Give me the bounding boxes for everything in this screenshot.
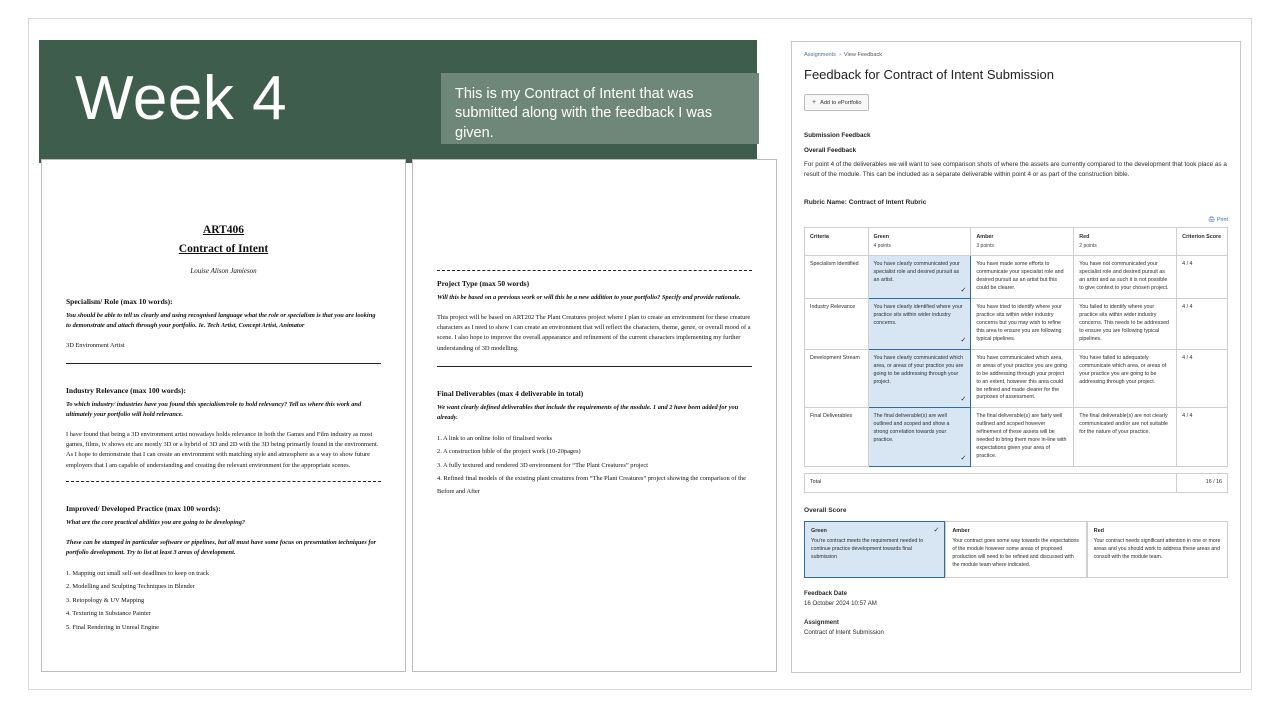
option-desc: You're contract meets the requirement needed to continue practice development towards final submission bbox=[811, 538, 924, 560]
total-label: Total bbox=[805, 474, 1177, 493]
add-to-eportfolio-button[interactable] bbox=[804, 94, 869, 111]
total-value: 16 / 16 bbox=[1177, 474, 1228, 493]
document-title-course: ART406 bbox=[202, 224, 245, 236]
header-red bbox=[1074, 227, 1177, 256]
section-guidance-industry: To which industry/ industries have you found this specialism/role to hold relevancy? Tell us where this work and ultimately your portfolio will hold relevance. bbox=[66, 401, 362, 419]
document-page-2 bbox=[412, 159, 777, 672]
assignment-value: Contract of Intent Submission bbox=[804, 629, 884, 637]
section-guidance-deliverables: We want clearly defined deliverables that include the requirements of the module. 1 and 2 have been added for you already. bbox=[437, 403, 739, 421]
section-heading-industry: Industry Relevance (max 100 words): bbox=[66, 386, 186, 396]
overall-feedback-label: Overall Feedback bbox=[804, 147, 857, 154]
add-to-eportfolio-label: Add to ePortfolio bbox=[820, 99, 862, 106]
rubric-cell-amber[interactable]: You have tried to identify where your practice sits within wider industry concerns but you may wish to refine this area to ensure you are following typical pipelines. bbox=[971, 299, 1074, 350]
printer-icon: 🖨 bbox=[1208, 216, 1215, 223]
overall-feedback-text: For point 4 of the deliverables we will want to see comparison shots of where the assets are currently compared to the development that took place as a result of the module. This can be included as a separate deliverable within point 4 or as part of the construction bible. bbox=[804, 161, 1227, 179]
divider bbox=[437, 366, 752, 367]
list-item: 5. Final Rendering in Unreal Engine bbox=[66, 623, 159, 631]
rubric-cell-amber[interactable]: You have communicated which area, or areas of your practice you are going to be addressing through your project to an extent, however this area could be refined and made clearer for the purposes of assessment. bbox=[971, 349, 1074, 408]
table-row bbox=[805, 408, 1228, 467]
section-guidance-practice-2: These can be stamped in particular software or pipelines, but all must have some focus on presentation techniques for portfolio development. Try to list at least 3 areas of development. bbox=[66, 538, 377, 556]
rubric-cell-amber[interactable]: The final deliverable(s) are fairly well outlined and scoped however refinement of these assets will be needed to bring them more in-line with expectations given your area of practice. bbox=[971, 408, 1074, 467]
table-row bbox=[805, 256, 1228, 299]
breadcrumb-link-assignments[interactable]: Assignments bbox=[804, 52, 837, 58]
rubric-cell-red[interactable]: The final deliverable(s) are not clearly communicated and/or are not suitable for the nature of your practice. bbox=[1074, 408, 1177, 467]
rubric-cell-green[interactable] bbox=[868, 408, 971, 467]
option-desc: Your contract goes some way towards the expectations of the module however some areas of proposed production will need to be refined and discussed with the module team where indicated. bbox=[952, 538, 1080, 568]
criteria-name: Final Deliverables bbox=[805, 408, 869, 467]
section-guidance-practice-1: What are the core practical abilities you are going to be developing? bbox=[66, 518, 246, 526]
page-title: Week 4 bbox=[75, 64, 288, 133]
criterion-score: 4 / 4 bbox=[1177, 256, 1228, 299]
plus-icon: + bbox=[812, 99, 817, 106]
header-criterion-score-label: Criterion Score bbox=[1182, 233, 1222, 240]
list-item: 4. Texturing in Substance Painter bbox=[66, 610, 151, 618]
rubric-cell-red[interactable]: You failed to identify where your practice sits within wider industry concerns. This needs to be addressed to ensure you are following typical pipelines. bbox=[1074, 299, 1177, 350]
option-name: Green bbox=[811, 527, 827, 534]
check-icon: ✓ bbox=[960, 337, 967, 345]
document-author: Louise Alison Jamieson bbox=[190, 267, 257, 275]
rubric-cell-text: You have clearly communicated your specialist role and desired pursuit as an artist. bbox=[873, 261, 960, 284]
section-heading-deliverables: Final Deliverables (max 4 deliverable in total) bbox=[437, 388, 584, 398]
rubric-cell-red[interactable]: You have failed to adequately communicate which area, or areas of your practice you are going to be addressing through your project. bbox=[1074, 349, 1177, 408]
list-item: 4. Refined final models of the existing plant creatures from “The Plant Creatures” project showing the comparison of the Before and After bbox=[437, 475, 746, 495]
divider-dashed bbox=[66, 481, 381, 482]
header-amber-label: Amber bbox=[976, 233, 994, 240]
header-green-label: Green bbox=[873, 233, 890, 240]
print-label: Print bbox=[1216, 216, 1228, 223]
breadcrumb-separator: › bbox=[839, 52, 841, 58]
deliverables-list bbox=[437, 433, 752, 498]
rubric-cell-green[interactable] bbox=[868, 256, 971, 299]
section-guidance-specialism: You should be able to tell us clearly and using recognised language what the role or specialism is that you are looking to demonstrate and attach through your portfolio. Ie. Tech Artist, Concept Artist, Animator bbox=[66, 312, 376, 329]
criterion-score: 4 / 4 bbox=[1177, 299, 1228, 350]
table-header-row bbox=[805, 227, 1228, 256]
list-item: 2. A construction bible of the project work (10-20pages) bbox=[437, 448, 581, 456]
option-name: Amber bbox=[952, 527, 970, 534]
check-icon: ✓ bbox=[960, 286, 967, 294]
header-amber bbox=[971, 227, 1074, 256]
rubric-cell-text: You have clearly communicated which area, or areas of your practice you are going to be addressing through your project. bbox=[873, 354, 964, 385]
breadcrumb bbox=[804, 52, 1228, 58]
criteria-name: Industry Relevance bbox=[805, 299, 869, 350]
divider bbox=[66, 363, 381, 364]
header-amber-points: 3 points bbox=[976, 242, 994, 249]
header-criterion-score bbox=[1177, 227, 1228, 256]
section-answer-industry: I have found that being a 3D environment artist nowadays holds relevance in both the Games and Film industry as most games, films, tv shows etc are mostly 3D or a hybrid of 3D and 2D with the 3D being primarily found in the environment. As I hope to demonstrate that I can create an environment with matching style and atmosphere as a way to show future employers that I am capable of understanding and creating the relevant environment for the appropriate scenes. bbox=[66, 430, 379, 469]
feedback-date-value: 16 October 2024 10:57 AM bbox=[804, 600, 877, 608]
rubric-cell-green[interactable] bbox=[868, 349, 971, 408]
criterion-score: 4 / 4 bbox=[1177, 408, 1228, 467]
list-item: 1. Mapping out small self-set deadlines to keep on track bbox=[66, 569, 210, 577]
table-row bbox=[805, 349, 1228, 408]
section-guidance-project-type: Will this be based on a previous work or will this be a new addition to your portfolio? Specify and provide rationale. bbox=[437, 294, 741, 301]
submission-feedback-label: Submission Feedback bbox=[804, 132, 871, 139]
callout-text-box: This is my Contract of Intent that was submitted along with the feedback I was given. bbox=[441, 73, 759, 144]
total-row bbox=[805, 474, 1228, 493]
header-green bbox=[868, 227, 971, 256]
option-desc: Your contract needs significant attention in one or more areas and you should work to address these areas and consult with the module team. bbox=[1093, 538, 1221, 560]
overall-score-option-green[interactable] bbox=[804, 521, 945, 578]
feedback-date-label: Feedback Date bbox=[804, 590, 848, 598]
list-item: 2. Modelling and Sculpting Techniques in Blender bbox=[66, 583, 195, 591]
feedback-page-title: Feedback for Contract of Intent Submission bbox=[804, 67, 1055, 82]
option-name: Red bbox=[1093, 527, 1105, 534]
header-banner bbox=[39, 40, 757, 163]
check-icon: ✓ bbox=[960, 395, 967, 403]
header-red-label: Red bbox=[1079, 233, 1090, 240]
table-row bbox=[805, 299, 1228, 350]
criteria-name: Specialism Identified bbox=[805, 256, 869, 299]
practice-development-list bbox=[66, 568, 381, 634]
section-answer-specialism: 3D Environment Artist bbox=[66, 341, 125, 349]
criterion-score: 4 / 4 bbox=[1177, 349, 1228, 408]
overall-score-option-red[interactable] bbox=[1087, 521, 1228, 578]
assignment-label: Assignment bbox=[804, 619, 839, 627]
section-answer-project-type: This project will be based on ART202 The Plant Creatures project where I plan to create an environment for these creature characters as I need to show I can create an environment that will reflect the characters, theme, genre, or overall mood of a scene. I also hope to improve the overall appearance and refinement of the current characters implementing my further understanding of 3D modelling. bbox=[437, 313, 751, 352]
overall-score-options bbox=[804, 521, 1228, 578]
rubric-cell-amber[interactable]: You have made some efforts to communicate your specialist role and desired pursuit as an artist but this could be clearer. bbox=[971, 256, 1074, 299]
section-heading-practice: Improved/ Developed Practice (max 100 words): bbox=[66, 503, 221, 513]
document-title-main: Contract of Intent bbox=[178, 243, 269, 255]
breadcrumb-current: View Feedback bbox=[843, 52, 883, 58]
overall-score-option-amber[interactable] bbox=[945, 521, 1086, 578]
list-item: 3. A fully textured and rendered 3D environment for “The Plant Creatures” project bbox=[437, 461, 648, 469]
print-button[interactable] bbox=[1208, 217, 1228, 223]
rubric-total-table bbox=[804, 473, 1228, 493]
check-icon: ✓ bbox=[933, 526, 940, 534]
feedback-panel bbox=[791, 41, 1241, 673]
section-heading-project-type: Project Type (max 50 words) bbox=[437, 279, 530, 288]
rubric-name: Rubric Name: Contract of Intent Rubric bbox=[804, 198, 927, 206]
rubric-table bbox=[804, 227, 1228, 467]
criteria-name: Development Stream bbox=[805, 349, 869, 408]
list-item: 3. Retopology & UV Mapping bbox=[66, 596, 145, 604]
rubric-cell-text: You have clearly identified where your practice sits within wider industry concerns. bbox=[873, 304, 963, 326]
rubric-cell-red[interactable]: You have not communicated your specialist role and desired pursuit as an artist and as such it is not possible to give context to your chosen project. bbox=[1074, 256, 1177, 299]
header-red-points: 2 points bbox=[1079, 242, 1097, 249]
slide-canvas bbox=[28, 18, 1252, 690]
header-green-points: 4 points bbox=[873, 242, 892, 249]
document-page-1 bbox=[41, 159, 406, 672]
check-icon: ✓ bbox=[960, 454, 967, 462]
header-criteria-label: Criteria bbox=[810, 233, 829, 240]
section-heading-specialism: Specialism/ Role (max 10 words): bbox=[66, 297, 173, 306]
rubric-cell-text: The final deliverable(s) are well outlined and scoped and show a strong correlation towards your practice. bbox=[873, 413, 950, 444]
print-row bbox=[804, 216, 1228, 223]
header-criteria bbox=[805, 227, 869, 256]
overall-score-label: Overall Score bbox=[804, 506, 847, 514]
rubric-cell-green[interactable] bbox=[868, 299, 971, 350]
list-item: 1. A link to an online folio of finalised works bbox=[437, 434, 553, 442]
divider-dashed bbox=[437, 270, 752, 271]
